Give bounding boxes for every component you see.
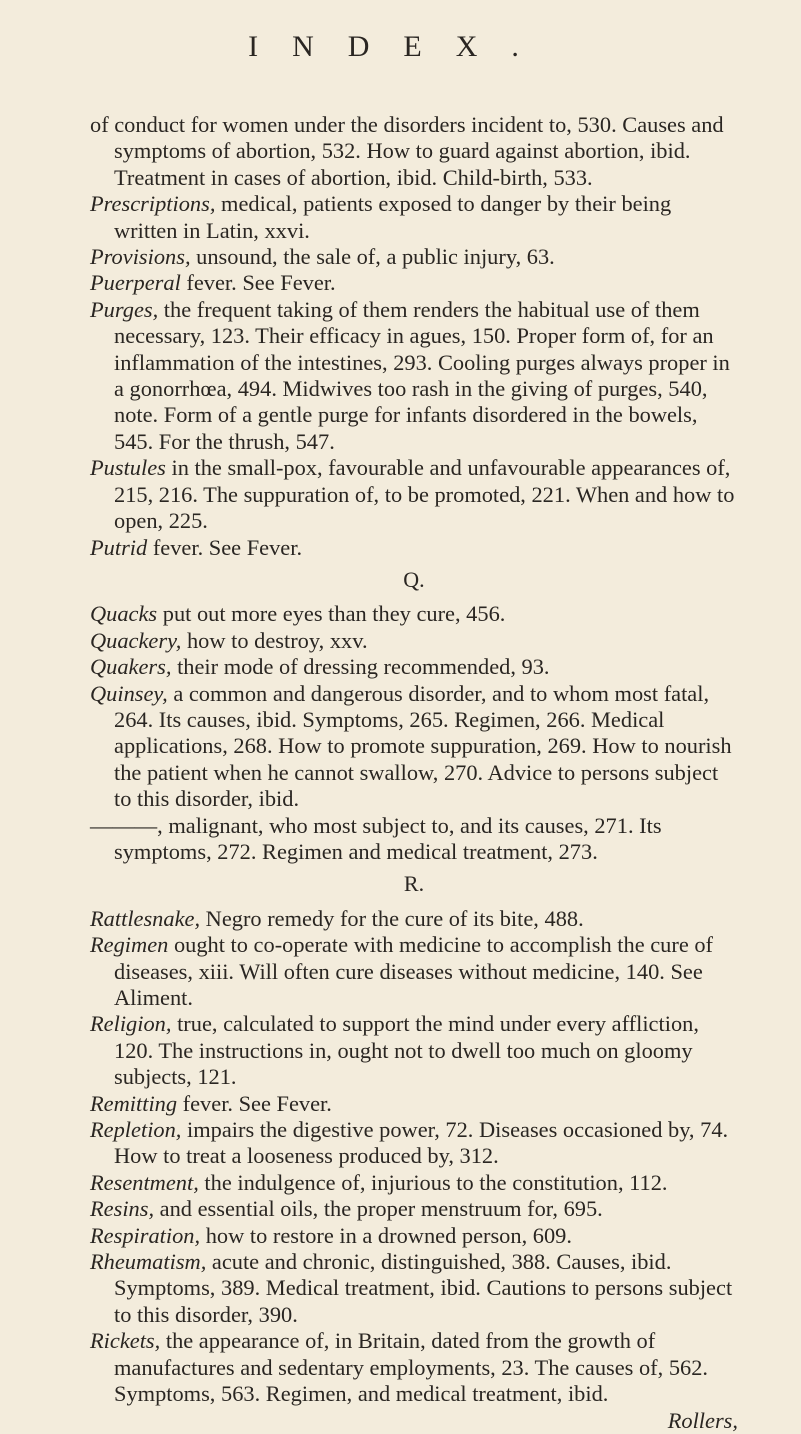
entry-term: Quacks (90, 601, 158, 627)
index-entry (90, 112, 738, 191)
entry-term: Purges, (90, 296, 159, 322)
section-letter-r: R. (403, 871, 425, 897)
entry-text: Negro remedy for the cure of its bite, 488. (200, 905, 584, 931)
index-entry (90, 1117, 738, 1170)
entry-text: fever. See Fever. (177, 1090, 332, 1116)
entry-term: Prescriptions, (90, 191, 216, 217)
entry-term: Pustules (90, 455, 166, 481)
entry-term: Resentment, (90, 1169, 199, 1195)
index-entry (90, 654, 738, 680)
index-entry (90, 813, 738, 866)
entry-text: ought to co-operate with medicine to accomplish the cure of diseases, xiii. Will often cure diseases without medicine, 140. See Aliment. (114, 932, 714, 1010)
entry-term: Quakers, (90, 654, 172, 680)
entry-text: impairs the digestive power, 72. Diseases occasioned by, 74. How to treat a looseness produced by, 312. (114, 1117, 729, 1169)
index-entry (90, 270, 738, 296)
entry-term: Quackery, (90, 627, 182, 653)
index-entry (90, 1170, 738, 1196)
index-entry (90, 1091, 738, 1117)
entry-term: Quinsey, (90, 680, 168, 706)
entry-term: Putrid (90, 534, 148, 560)
entry-term: Rheumatism, (90, 1249, 207, 1275)
index-entry (90, 1196, 738, 1222)
index-entry (90, 1328, 738, 1407)
entry-text: fever. See Fever. (180, 270, 336, 296)
entry-text: medical, patients exposed to danger by their being written in Latin, xxvi. (114, 191, 672, 243)
entry-text: a common and dangerous disorder, and to whom most fatal, 264. Its causes, ibid. Symptoms, 265. Regimen, 266. Medical applications, 268. How to promote suppuration, 269. How to nourish the patient when he cannot swallow, 270. Advice to persons subject to this disorder, ibid. (114, 680, 732, 812)
entry-text: malignant, who most subject to, and its causes, 271. Its symptoms, 272. Regimen and medical treatment, 273. (114, 812, 662, 864)
index-entry (90, 191, 738, 244)
entry-term: Provisions, (90, 244, 191, 270)
entry-text: of conduct for women under the disorders incident to, 530. Causes and symptoms of abortion, 532. How to guard against abortion, ibid. Treatment in cases of abortion, ibid. Child-birth, 533. (90, 112, 724, 190)
index-entry (90, 244, 738, 270)
entry-text: acute and chronic, distinguished, 388. Causes, ibid. Symptoms, 389. Medical treatment, ibid. Cautions to persons subject to this disorder, 390. (114, 1249, 733, 1327)
index-entry (90, 1223, 738, 1249)
entry-text: and essential oils, the proper menstruum for, 695. (154, 1196, 603, 1222)
entry-term: Repletion, (90, 1117, 182, 1143)
entry-term: Rattlesnake, (90, 905, 201, 931)
entry-term: Rickets, (90, 1328, 161, 1354)
entry-text: how to restore in a drowned person, 609. (200, 1222, 572, 1248)
index-entry (90, 906, 738, 932)
page-header: INDEX. (248, 30, 553, 63)
index-entry (90, 297, 738, 455)
entry-text: put out more eyes than they cure, 456. (157, 601, 506, 627)
entry-text: fever. See Fever. (147, 534, 303, 560)
entry-text: in the small-pox, favourable and unfavourable appearances of, 215, 216. The suppuration of, to be promoted, 221. When and how to open, 225. (114, 455, 735, 534)
entry-text: unsound, the sale of, a public injury, 63. (190, 244, 555, 270)
index-entry (90, 932, 738, 1011)
entry-text: the appearance of, in Britain, dated from the growth of manufactures and sedentary employments, 23. The causes of, 562. Symptoms, 563. Regimen, and medical treatment, ibid. (114, 1328, 709, 1407)
catchword: Rollers, (667, 1407, 738, 1433)
index-entry (90, 455, 738, 534)
index-body (90, 112, 738, 1434)
entry-term: Resins, (90, 1196, 155, 1222)
entry-term: Religion, (90, 1011, 172, 1037)
index-entry (90, 1011, 738, 1090)
entry-text: the indulgence of, injurious to the constitution, 112. (198, 1169, 668, 1195)
section-letter-q: Q. (403, 566, 425, 592)
index-entry (90, 1249, 738, 1328)
entry-text: true, calculated to support the mind under every affliction, 120. The instructions in, ought not to dwell too much on gloomy subjects, 121. (114, 1011, 699, 1090)
entry-text: their mode of dressing recommended, 93. (171, 654, 550, 680)
index-entry (90, 628, 738, 654)
entry-term: Respiration, (90, 1222, 201, 1248)
entry-text: the frequent taking of them renders the habitual use of them necessary, 123. Their efficacy in agues, 150. Proper form of, for an inflammation of the intestines, 293. Cooling purges always proper in a gonorrhœa, 494. Midwives too rash in the giving of purges, 540, note. Form of a gentle purge for infants disordered in the bowels, 545. For the thrush, 547. (114, 296, 730, 454)
entry-term: Remitting (90, 1090, 178, 1116)
index-entry (90, 601, 738, 627)
entry-text: how to destroy, xxv. (181, 627, 368, 653)
entry-term: Puerperal (90, 270, 181, 296)
entry-term: Regimen (90, 932, 169, 958)
index-entry (90, 535, 738, 561)
index-entry (90, 681, 738, 813)
entry-term: ———, (90, 812, 163, 838)
